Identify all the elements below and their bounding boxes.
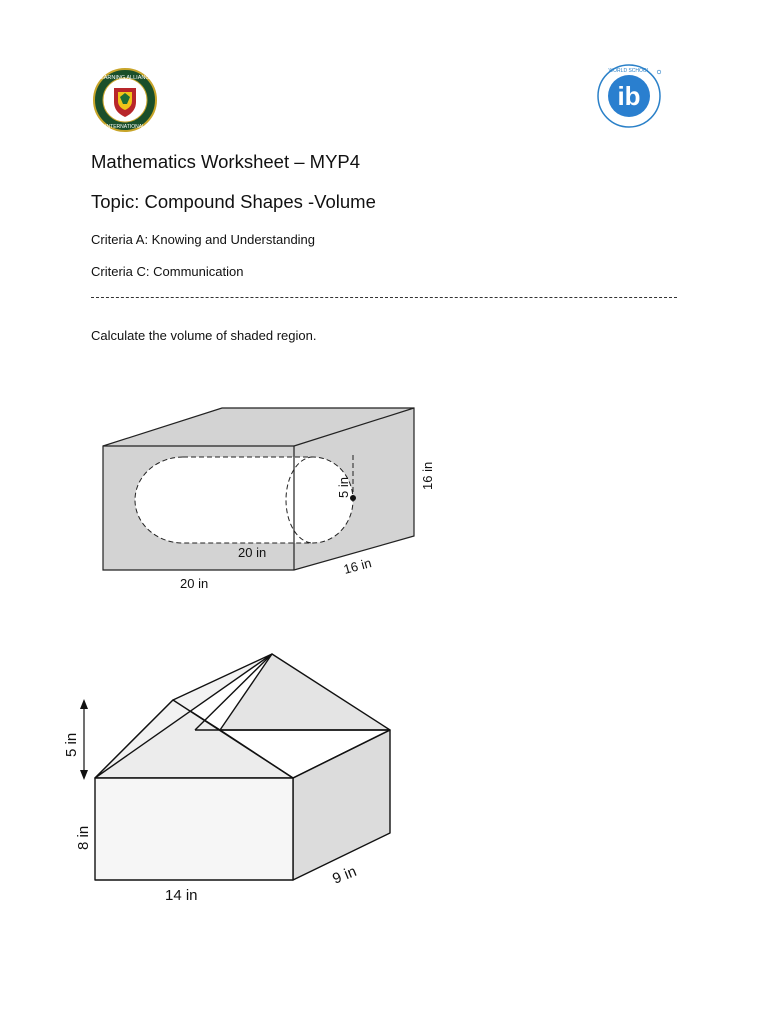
instruction-text: Calculate the volume of shaded region. <box>91 328 317 343</box>
ib-ring-text: WORLD SCHOOL <box>608 68 650 74</box>
logo-left-bottom-text: INTERNATIONAL <box>105 124 145 130</box>
roof-back-face <box>220 654 390 730</box>
label-length: 14 in <box>165 887 198 904</box>
ib-glyph: ib <box>617 81 641 111</box>
ib-world-school-logo <box>595 63 663 129</box>
label-inner-length: 20 in <box>238 545 267 560</box>
label-box-height: 8 in <box>75 825 92 850</box>
box-front-face <box>95 778 293 880</box>
label-roof-height: 5 in <box>63 732 80 757</box>
label-depth: 9 in <box>330 862 359 888</box>
figure-box-with-cylinder-hole <box>95 400 445 600</box>
roof-height-arrow <box>80 699 88 780</box>
logo-left-top-text: LEARNING ALLIANCE <box>97 75 153 81</box>
dashed-divider <box>91 297 677 298</box>
box-side-face <box>293 730 390 880</box>
worksheet-topic: Topic: Compound Shapes -Volume <box>91 191 376 212</box>
worksheet-title: Mathematics Worksheet – MYP4 <box>91 151 361 172</box>
label-radius: 5 in <box>336 477 351 498</box>
criteria-a: Criteria A: Knowing and Understanding <box>91 232 316 247</box>
criteria-c: Criteria C: Communication <box>91 264 244 279</box>
label-height: 16 in <box>420 461 435 490</box>
label-depth: 16 in <box>341 555 374 577</box>
figure-box-with-prism-roof <box>55 645 400 910</box>
label-front-length: 20 in <box>180 576 209 591</box>
learning-alliance-logo <box>90 68 160 132</box>
